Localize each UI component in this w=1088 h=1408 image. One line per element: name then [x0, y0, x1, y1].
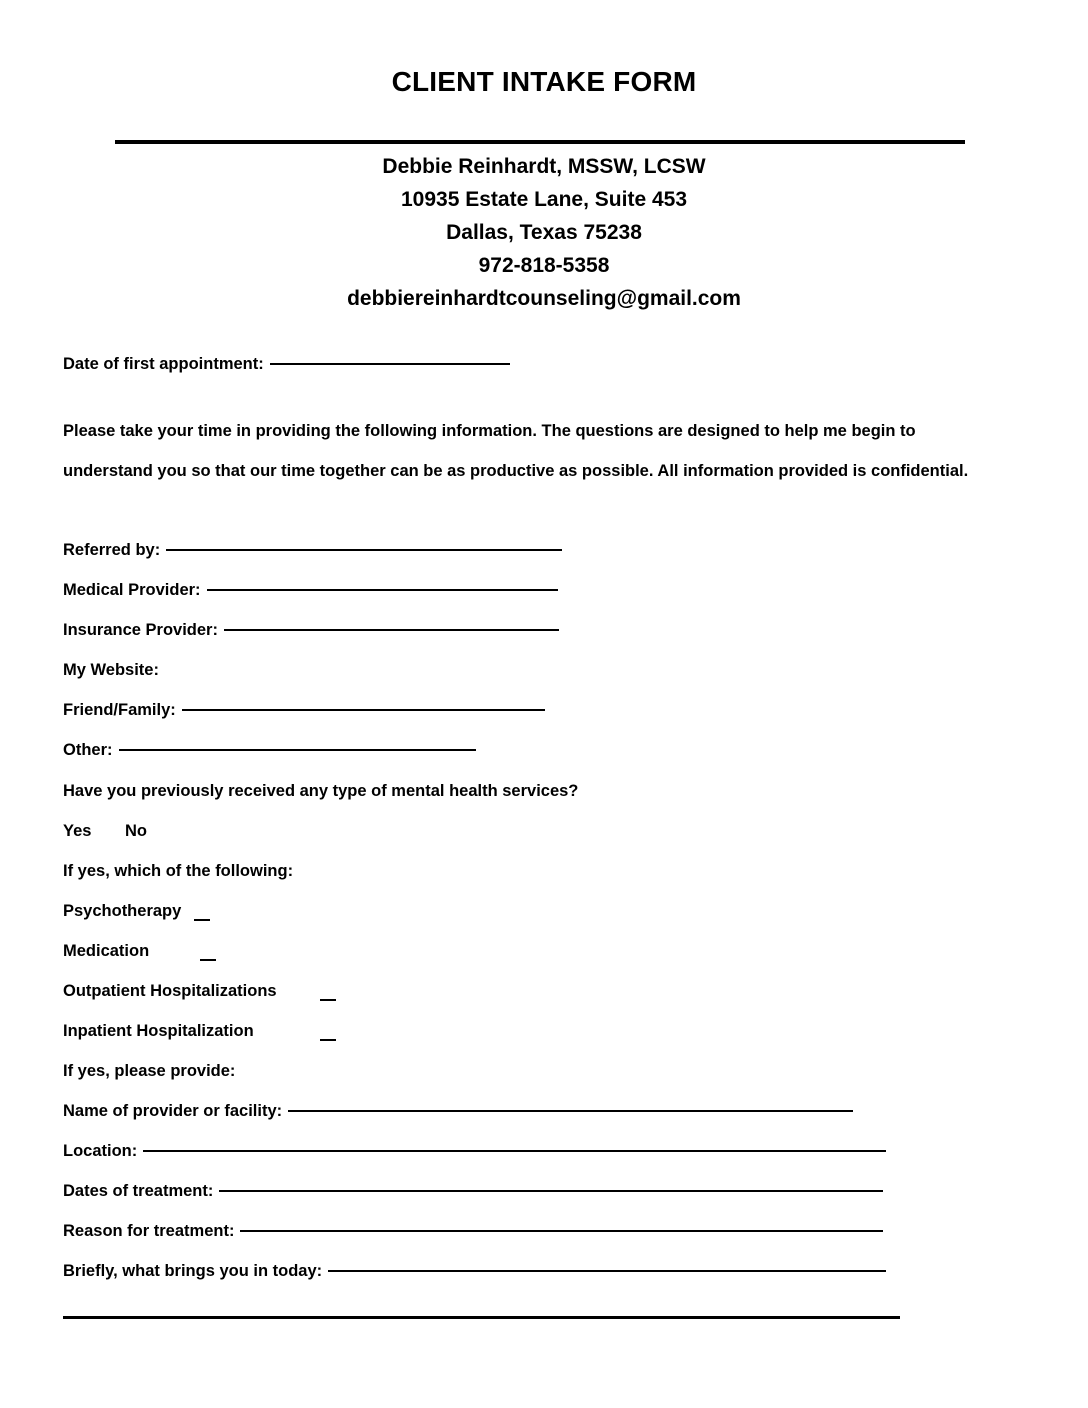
my-website-label: My Website:	[63, 661, 159, 679]
my-website-field	[63, 661, 159, 685]
instructions-line-2: understand you so that our time together can be as productive as possible. All information provided is confidential.	[63, 462, 969, 480]
medical-provider-input[interactable]	[207, 589, 558, 591]
medical-provider-label: Medical Provider:	[63, 581, 201, 599]
answer-continuation-line[interactable]	[63, 1316, 900, 1319]
no-option[interactable]: No	[125, 822, 147, 840]
if-yes-please-provide-label: If yes, please provide:	[63, 1062, 236, 1080]
psychotherapy-label: Psychotherapy	[63, 902, 182, 920]
title-divider	[115, 140, 965, 144]
location-input[interactable]	[143, 1150, 886, 1152]
medical-provider-field	[63, 581, 558, 605]
date-of-first-appointment-input[interactable]	[270, 363, 510, 365]
referred-by-label: Referred by:	[63, 541, 161, 559]
provider-name-field	[63, 1102, 853, 1126]
provider-name-input[interactable]	[288, 1110, 853, 1112]
inpatient-hospitalization-label: Inpatient Hospitalization	[63, 1022, 254, 1040]
brings-you-in-today-field	[63, 1262, 886, 1286]
reason-for-treatment-field	[63, 1222, 883, 1246]
insurance-provider-field	[63, 621, 559, 645]
inpatient-hospitalization-checkbox[interactable]	[320, 1039, 336, 1041]
brings-you-in-today-label: Briefly, what brings you in today:	[63, 1262, 323, 1280]
practice-email: debbiereinhardtcounseling@gmail.com	[347, 287, 741, 310]
previous-services-question: Have you previously received any type of mental health services?	[63, 782, 579, 800]
other-referral-input[interactable]	[119, 749, 476, 751]
date-of-first-appointment-field	[63, 355, 510, 379]
psychotherapy-checkbox[interactable]	[194, 919, 210, 921]
outpatient-hospitalizations-checkbox[interactable]	[320, 999, 336, 1001]
referred-by-field	[63, 541, 562, 565]
practice-phone: 972-818-5358	[478, 254, 610, 277]
dates-of-treatment-field	[63, 1182, 883, 1206]
dates-of-treatment-input[interactable]	[219, 1190, 883, 1192]
instructions-line-1: Please take your time in providing the following information. The questions are designed to help me begin to	[63, 422, 916, 440]
brings-you-in-today-input[interactable]	[328, 1270, 886, 1272]
practice-header-block	[0, 150, 1088, 315]
other-referral-label: Other:	[63, 741, 113, 759]
medication-checkbox[interactable]	[200, 959, 216, 961]
practitioner-name: Debbie Reinhardt, MSSW, LCSW	[382, 155, 706, 178]
practice-street-address: 10935 Estate Lane, Suite 453	[401, 188, 687, 211]
insurance-provider-input[interactable]	[224, 629, 559, 631]
medication-label: Medication	[63, 942, 150, 960]
practice-city-state-zip: Dallas, Texas 75238	[446, 221, 642, 244]
other-referral-field	[63, 741, 476, 765]
reason-for-treatment-label: Reason for treatment:	[63, 1222, 235, 1240]
date-of-first-appointment-label: Date of first appointment:	[63, 355, 264, 373]
outpatient-hospitalizations-label: Outpatient Hospitalizations	[63, 982, 277, 1000]
location-label: Location:	[63, 1142, 138, 1160]
friend-family-field	[63, 701, 545, 725]
friend-family-input[interactable]	[182, 709, 545, 711]
insurance-provider-label: Insurance Provider:	[63, 621, 218, 639]
yes-option[interactable]: Yes	[63, 822, 92, 840]
dates-of-treatment-label: Dates of treatment:	[63, 1182, 214, 1200]
page-title: CLIENT INTAKE FORM	[391, 66, 697, 97]
if-yes-which-label: If yes, which of the following:	[63, 862, 294, 880]
referred-by-input[interactable]	[166, 549, 562, 551]
location-field	[63, 1142, 886, 1166]
reason-for-treatment-input[interactable]	[240, 1230, 883, 1232]
provider-name-label: Name of provider or facility:	[63, 1102, 283, 1120]
friend-family-label: Friend/Family:	[63, 701, 176, 719]
